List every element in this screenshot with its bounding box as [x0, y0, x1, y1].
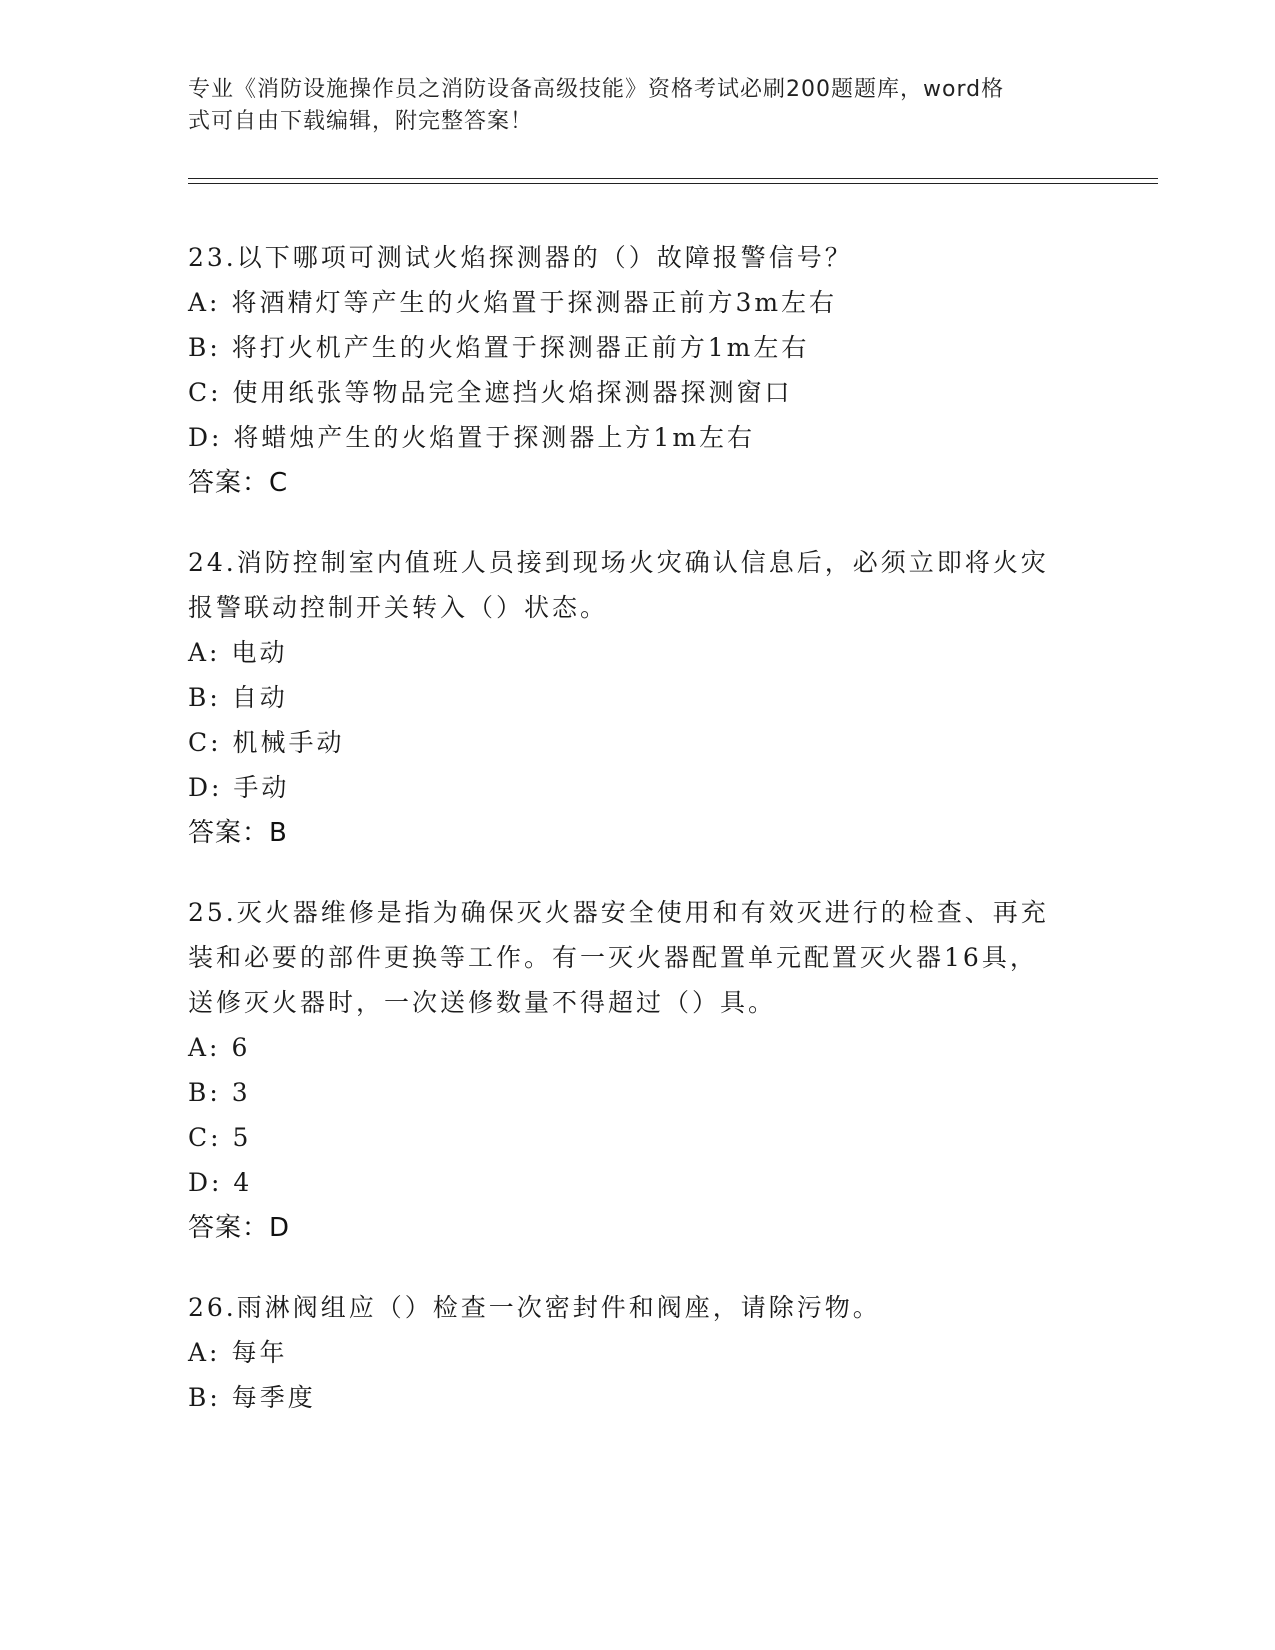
option-label: C: — [188, 1123, 222, 1152]
option-text: 3 — [231, 1078, 251, 1107]
answer-option — [188, 325, 1088, 370]
answer-option — [188, 1375, 1088, 1420]
question-list — [188, 235, 1088, 1454]
answer-option — [188, 1025, 1088, 1070]
answer-key: 答案：B — [188, 818, 288, 848]
option-label: B: — [188, 333, 221, 362]
header-divider-top — [188, 178, 1158, 179]
answer-key: 答案：C — [188, 468, 289, 498]
question-stem-line: 23.以下哪项可测试火焰探测器的（）故障报警信号？ — [188, 243, 853, 272]
option-text: 每季度 — [231, 1383, 316, 1412]
question-block — [188, 890, 1088, 1251]
header-line-1: 专业《消防设施操作员之消防设备高级技能》资格考试必刷200题题库，word格 — [188, 77, 1005, 102]
answer-option — [188, 1160, 1088, 1205]
answer-option — [188, 765, 1088, 810]
question-block — [188, 1285, 1088, 1420]
option-text: 将打火机产生的火焰置于探测器正前方1m左右 — [231, 333, 810, 362]
option-label: A: — [188, 1338, 221, 1367]
option-label: A: — [188, 288, 221, 317]
option-label: A: — [188, 638, 221, 667]
option-text: 使用纸张等物品完全遮挡火焰探测器探测窗口 — [232, 378, 793, 407]
option-text: 每年 — [231, 1338, 288, 1367]
answer-key: 答案：D — [188, 1213, 291, 1243]
option-text: 电动 — [231, 638, 288, 667]
option-label: D: — [188, 1168, 223, 1197]
answer-option — [188, 1330, 1088, 1375]
question-stem-line: 送修灭火器时，一次送修数量不得超过（）具。 — [188, 988, 777, 1017]
option-label: B: — [188, 683, 221, 712]
answer-option — [188, 1115, 1088, 1160]
option-label: B: — [188, 1078, 221, 1107]
option-text: 4 — [233, 1168, 253, 1197]
header-divider-bottom — [188, 183, 1158, 184]
option-label: D: — [188, 773, 223, 802]
answer-option — [188, 675, 1088, 720]
question-block — [188, 235, 1088, 506]
option-text: 将酒精灯等产生的火焰置于探测器正前方3m左右 — [231, 288, 838, 317]
option-label: B: — [188, 1383, 221, 1412]
document-header — [188, 74, 1068, 138]
question-stem-line: 24.消防控制室内值班人员接到现场火灾确认信息后，必须立即将火灾 — [188, 548, 1049, 577]
option-text: 手动 — [233, 773, 290, 802]
option-text: 5 — [232, 1123, 252, 1152]
option-label: C: — [188, 378, 222, 407]
answer-option — [188, 630, 1088, 675]
option-label: C: — [188, 728, 222, 757]
question-stem-line: 报警联动控制开关转入（）状态。 — [188, 593, 609, 622]
question-stem-line: 26.雨淋阀组应（）检查一次密封件和阀座，请除污物。 — [188, 1293, 881, 1322]
option-text: 自动 — [231, 683, 288, 712]
header-line-2: 式可自由下载编辑，附完整答案！ — [188, 109, 534, 134]
answer-option — [188, 280, 1088, 325]
option-text: 6 — [231, 1033, 251, 1062]
answer-option — [188, 415, 1088, 460]
question-stem-line: 装和必要的部件更换等工作。有一灭火器配置单元配置灭火器16具， — [188, 943, 1038, 972]
answer-option — [188, 370, 1088, 415]
option-label: A: — [188, 1033, 221, 1062]
question-block — [188, 540, 1088, 856]
option-label: D: — [188, 423, 223, 452]
answer-option — [188, 720, 1088, 765]
option-text: 将蜡烛产生的火焰置于探测器上方1m左右 — [233, 423, 756, 452]
answer-option — [188, 1070, 1088, 1115]
question-stem-line: 25.灭火器维修是指为确保灭火器安全使用和有效灭进行的检查、再充 — [188, 898, 1049, 927]
option-text: 机械手动 — [232, 728, 345, 757]
